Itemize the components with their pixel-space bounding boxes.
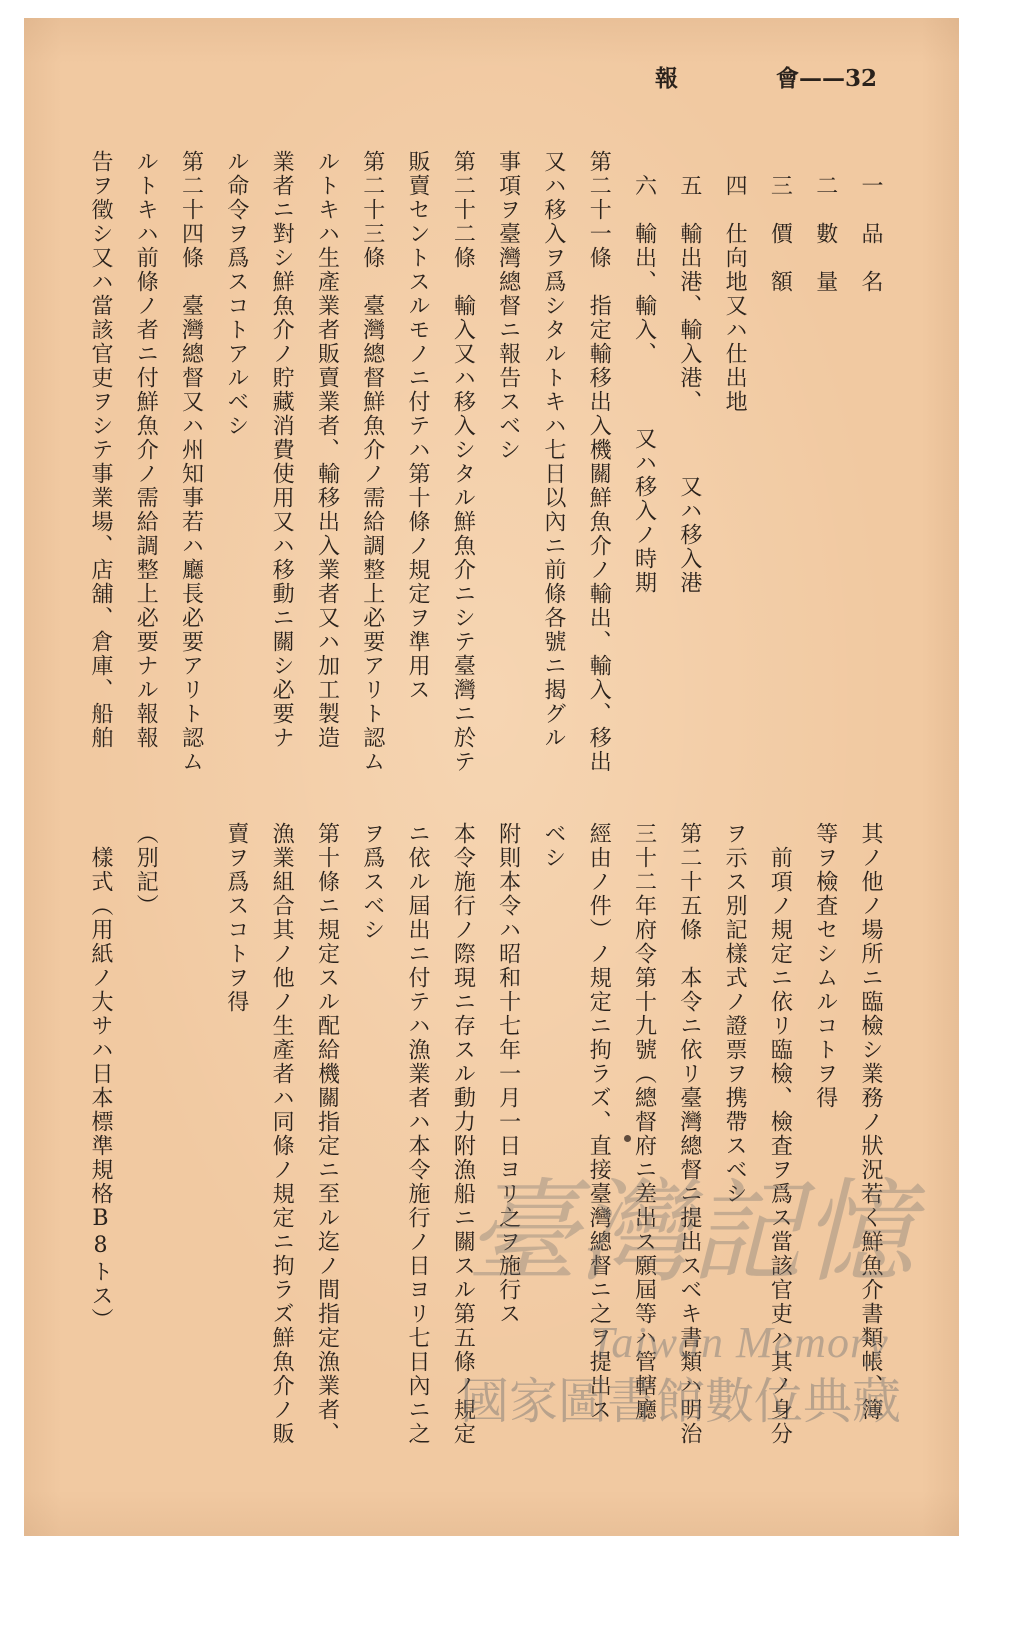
- item-column: 四 仕向地又ハ仕出地: [722, 174, 748, 414]
- column-gap: [168, 822, 213, 832]
- ink-speck: [624, 1135, 631, 1142]
- running-header-page-number: 會——32: [776, 65, 878, 92]
- text-column: ベシ: [540, 822, 566, 870]
- text-column: 其ノ他ノ場所ニ臨檢シ業務ノ狀況若く鮮魚介書類帳、簿: [858, 822, 883, 1422]
- watermark-english: Taiwan Memory: [590, 1318, 889, 1367]
- item-column: 三 價 額: [767, 174, 793, 294]
- lower-text-block: [78, 822, 893, 1462]
- watermark-logo: 臺灣記憶: [466, 1168, 914, 1298]
- text-column: 第十條ニ規定スル配給機關指定ニ至ル迄ノ間指定漁業者、: [314, 822, 340, 1446]
- text-column: 賣ヲ爲スコトヲ得: [223, 822, 249, 1014]
- item-column: 二 數 量: [812, 174, 838, 294]
- text-column: 業者ニ對シ鮮魚介ノ貯藏消費使用又ハ移動ニ關シ必要ナ: [269, 150, 295, 750]
- item-column: 六 輸出、輸入、 又ハ移入ノ時期: [631, 174, 657, 595]
- upper-text-block: [78, 150, 893, 790]
- text-column: ニ依ル屆出ニ付テハ漁業者ハ本令施行ノ日ヨリ七日內ニ之: [405, 822, 431, 1446]
- text-column: ヲ爲スベシ: [359, 822, 385, 942]
- text-column: 漁業組合其ノ他ノ生產者ハ同條ノ規定ニ拘ラズ鮮魚介ノ販: [269, 822, 295, 1446]
- appendix-label: （別記）: [133, 822, 159, 918]
- form-spec-code: B8: [87, 1206, 113, 1260]
- supplementary-provision-column: 附則本令ハ昭和十七年一月一日ヨリ之ヲ施行ス: [495, 822, 521, 1326]
- article-24-column: 第二十四條 臺灣總督又ハ州知事若ハ廳長必要アリト認ム: [178, 150, 204, 774]
- text-column: 販賣セントスルモノニ付テハ第十條ノ規定ヲ準用ス: [405, 150, 431, 702]
- watermark-institution: 國家圖書館數位典藏: [460, 1373, 902, 1430]
- text-column: ルトキハ生產業者販賣業者、輸移出入業者又ハ加工製造: [314, 150, 340, 750]
- text-column: 等ヲ檢査セシムルコトヲ得: [812, 822, 838, 1110]
- text-column: ル命令ヲ爲スコトアルベシ: [223, 150, 249, 438]
- article-21-column: 第二十一條 指定輸移出入機關鮮魚介ノ輸出、輸入、移出: [586, 150, 612, 774]
- text-column: 告ヲ徵シ又ハ當該官吏ヲシテ事業場、店舖、倉庫、船舶: [87, 150, 113, 750]
- text-column: 經由ノ件）ノ規定ニ拘ラズ、直接臺灣總督ニ之ヲ提出ス: [586, 822, 612, 1422]
- text-column: 三十二年府令第十九號（總督府ニ差出ス願屆等ハ管轄廳: [631, 822, 657, 1422]
- text-column: 又ハ移入ヲ爲シタルトキハ七日以內ニ前條各號ニ揭グル: [540, 150, 566, 750]
- text-column: 前項ノ規定ニ依リ臨檢、檢査ヲ爲ス當該官吏ハ其ノ身分: [767, 846, 793, 1446]
- item-column: 五 輸出港、輸入港、 又ハ移入港: [676, 174, 702, 595]
- item-column: 一 品 名: [858, 174, 883, 294]
- text-column: ヲ示ス別記樣式ノ證票ヲ携帶スベシ: [722, 822, 748, 1206]
- form-spec-suffix: トス）: [87, 1260, 113, 1332]
- text-column: 本令施行ノ際現ニ存スル動力附漁船ニ關スル第五條ノ規定: [450, 822, 476, 1446]
- article-25-column: 第二十五條 本令ニ依リ臺灣總督ニ提出スベキ書類ハ明治: [676, 822, 702, 1446]
- form-spec-prefix: 樣式（用紙ノ大サハ日本標準規格: [87, 846, 113, 1206]
- text-column: ルトキハ前條ノ者ニ付鮮魚介ノ需給調整上必要ナル報報: [133, 150, 159, 750]
- article-23-column: 第二十三條 臺灣總督鮮魚介ノ需給調整上必要アリト認ム: [359, 150, 385, 774]
- text-column: 事項ヲ臺灣總督ニ報告スベシ: [495, 150, 521, 462]
- article-22-column: 第二十二條 輸入又ハ移入シタル鮮魚介ニシテ臺灣ニ於テ: [450, 150, 476, 774]
- form-spec-column: [78, 822, 123, 1462]
- running-header-left: 報: [655, 65, 678, 92]
